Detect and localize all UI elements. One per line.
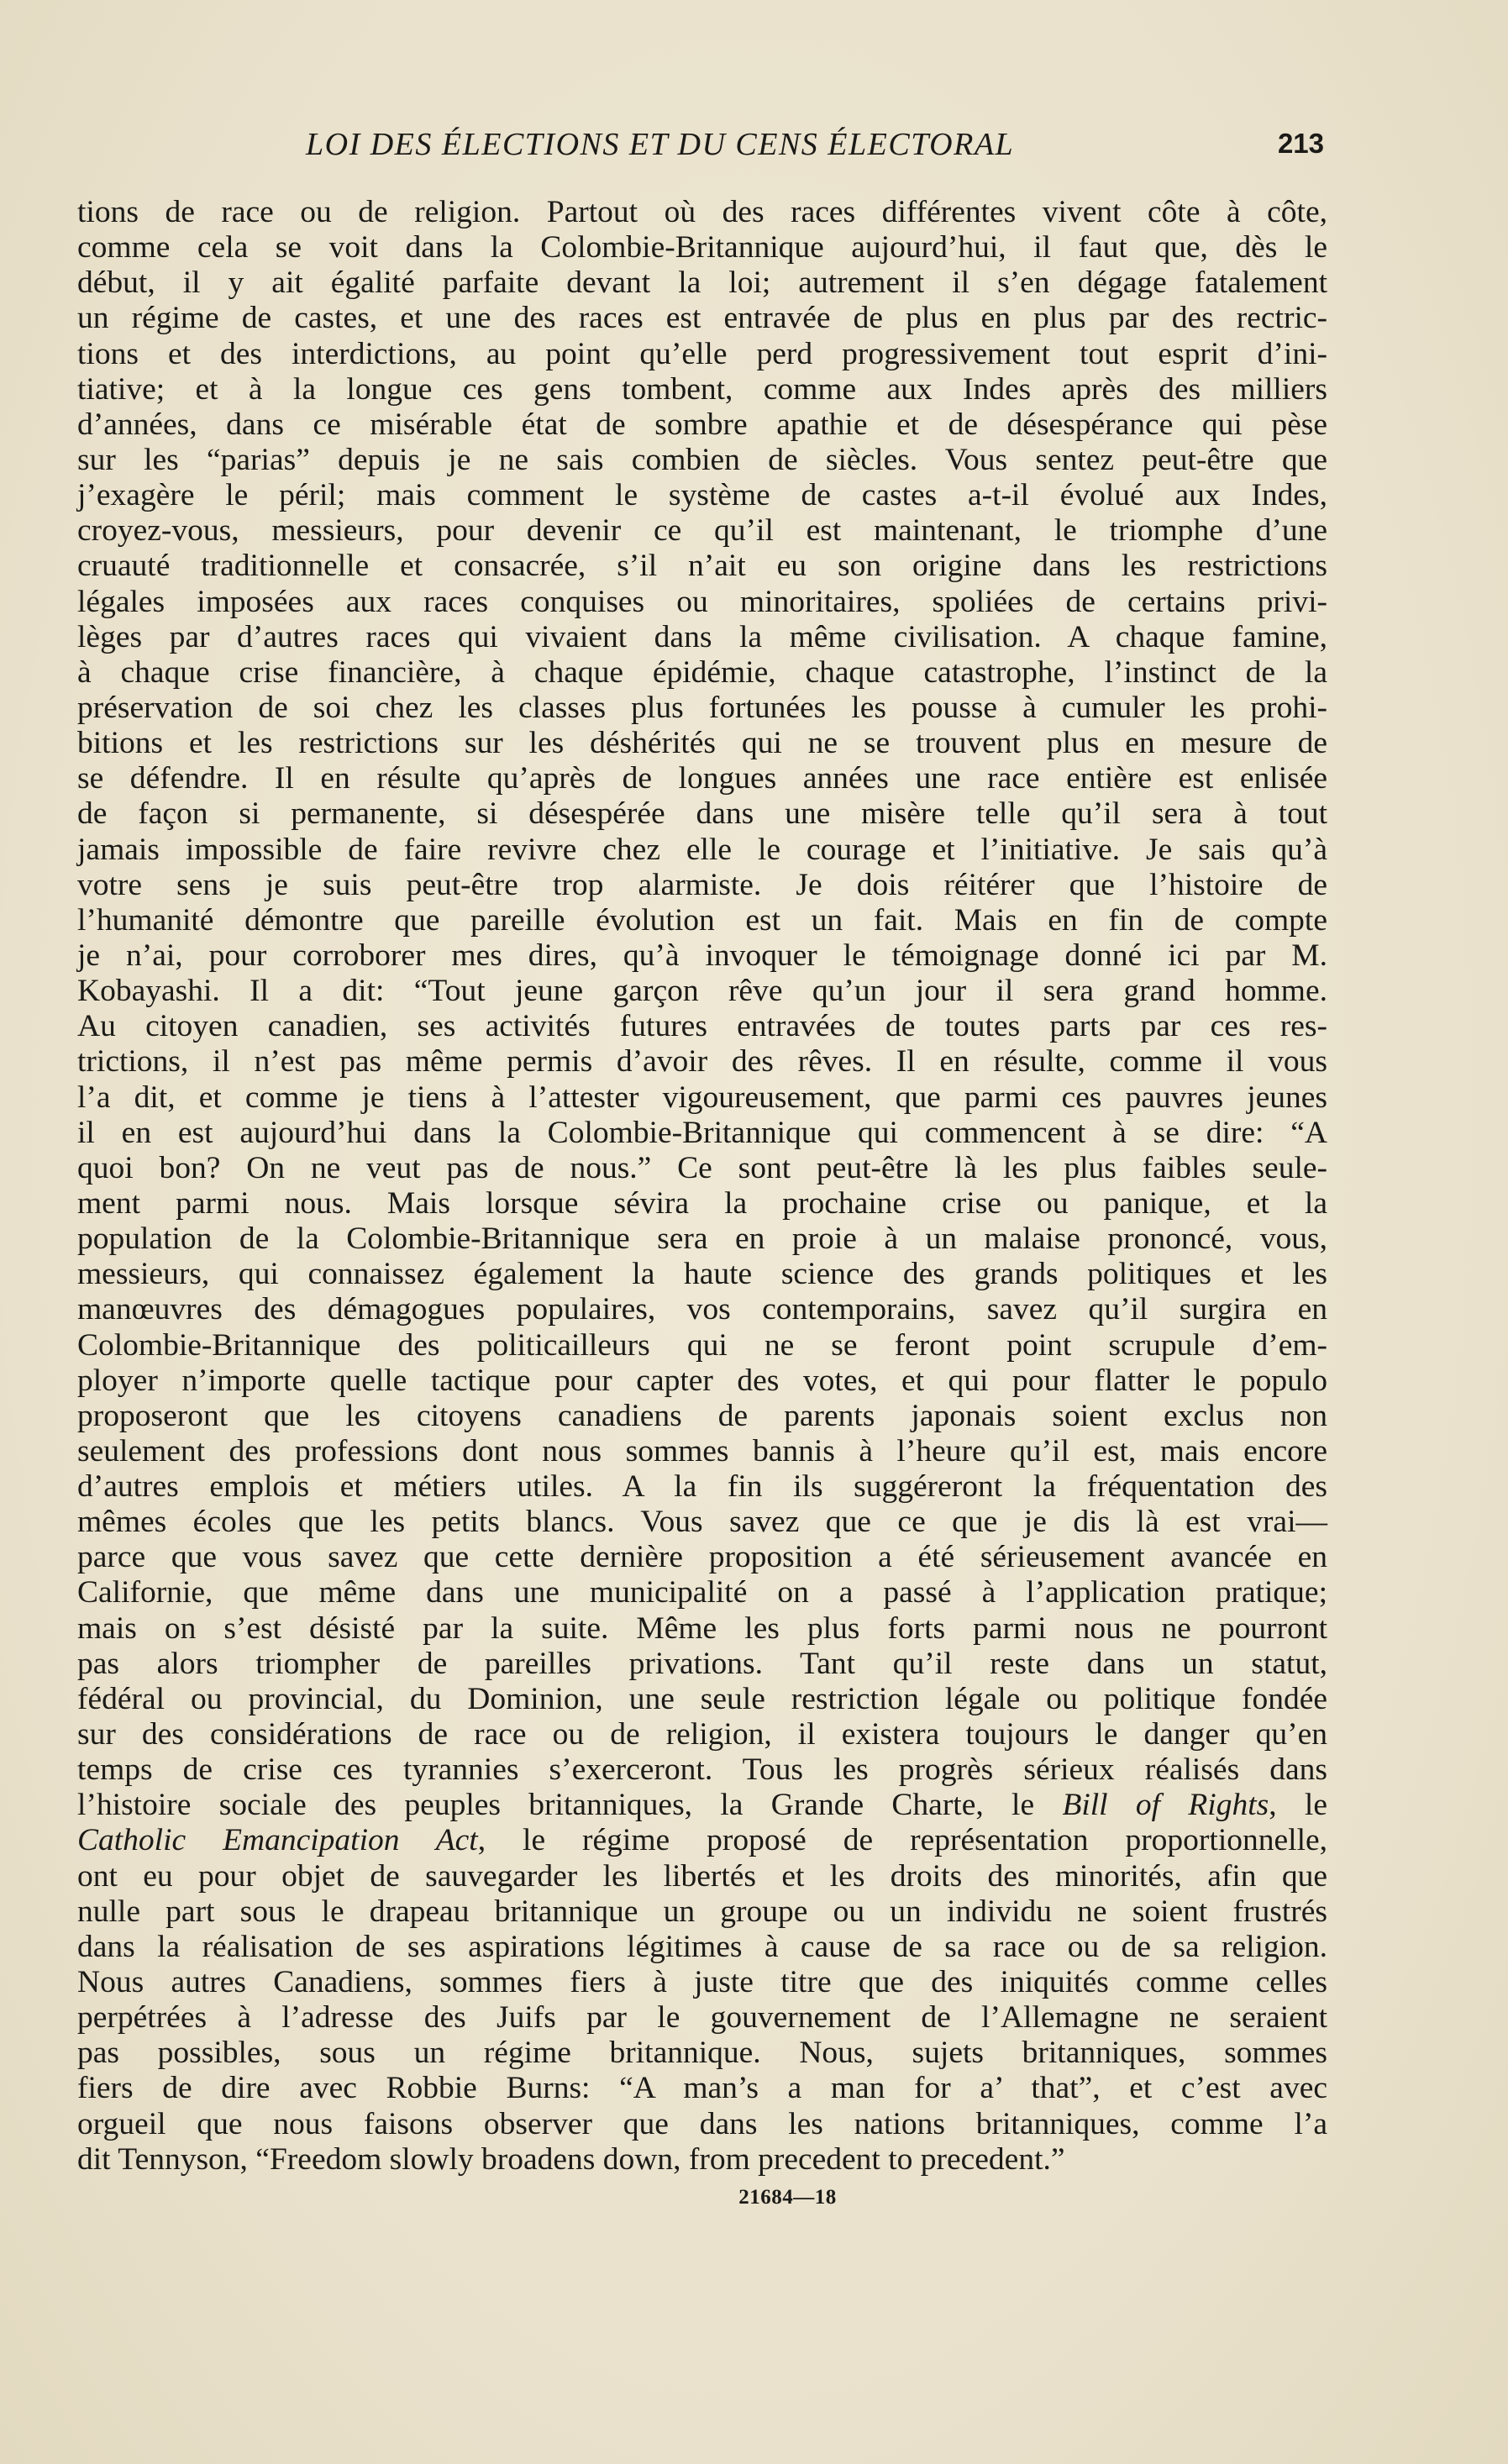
text-line: pas possibles, sous un régime britannique. Nous, sujets britanniques, sommes [77,2036,1327,2071]
text-line: un régime de castes, et une des races est entravée de plus en plus par des rectric- [77,301,1327,336]
text-line: ployer n’importe quelle tactique pour capter des votes, et qui pour flatter le populo [77,1363,1327,1398]
text-line: lèges par d’autres races qui vivaient dans la même civilisation. A chaque famine, [77,619,1327,654]
text-line: messieurs, qui connaissez également la haute science des grands politiques et les [77,1257,1327,1292]
text-line: à chaque crise financière, à chaque épidémie, chaque catastrophe, l’instinct de la [77,654,1327,690]
text-line: sur les “parias” depuis je ne sais combien de siècles. Vous sentez peut-être que [77,442,1327,477]
text-line: croyez-vous, messieurs, pour devenir ce qu’il est maintenant, le triomphe d’une [77,513,1327,549]
text-line: orgueil que nous faisons observer que dans les nations britanniques, comme l’a [77,2106,1327,2141]
text-line: Nous autres Canadiens, sommes fiers à juste titre que des iniquités comme celles [77,1965,1327,2000]
text-line: l’humanité démontre que pareille évolution est un fait. Mais en fin de compte [77,902,1327,938]
text-line: perpétrées à l’adresse des Juifs par le gouvernement de l’Allemagne ne seraient [77,2000,1327,2036]
printer-signature: 21684—18 [738,2186,837,2209]
text-line: mais on s’est désisté par la suite. Même les plus forts parmi nous ne pourront [77,1610,1327,1646]
text-line: d’années, dans ce misérable état de sombre apathie et de désespérance qui pèse [77,407,1327,442]
page-number: 213 [1277,128,1324,159]
text-line: Au citoyen canadien, ses activités futures entravées de toutes parts par ces res- [77,1009,1327,1044]
text-line: tions et des interdictions, au point qu’elle perd progressivement tout esprit d’ini- [77,336,1327,371]
text-line: bitions et les restrictions sur les déshérités qui ne se trouvent plus en mesure de [77,726,1327,761]
text-line: tions de race ou de religion. Partout où des races différentes vivent côte à côte, [77,195,1327,229]
text-line: seulement des professions dont nous sommes bannis à l’heure qu’il est, mais encore [77,1433,1327,1468]
text-line: pas alors triompher de pareilles privations. Tant qu’il reste dans un statut, [77,1646,1327,1681]
text-line: il en est aujourd’hui dans la Colombie-Britannique qui commencent à se dire: “A [77,1115,1327,1150]
text-line: je n’ai, pour corroborer mes dires, qu’à invoquer le témoignage donné ici par M. [77,938,1327,973]
text-line: dans la réalisation de ses aspirations légitimes à cause de sa race ou de sa religion. [77,1929,1327,1964]
text-line: Colombie-Britannique des politicailleurs qui ne se feront point scrupule d’em- [77,1327,1327,1363]
text-line: d’autres emplois et métiers utiles. A la fin ils suggéreront la fréquentation des [77,1469,1327,1505]
text-line: dit Tennyson, “Freedom slowly broadens down, from precedent to precedent.” [77,2141,1065,2177]
text-line: se défendre. Il en résulte qu’après de longues années une race entière est enlisée [77,761,1327,796]
text-line: Catholic Emancipation Act, le régime proposé de représentation proportionnelle, [77,1823,1328,1858]
text-line: cruauté traditionnelle et consacrée, s’il n’ait eu son origine dans les restrictions [77,549,1327,584]
text-line: sur des considérations de race ou de religion, il existera toujours le danger qu’en [77,1717,1327,1752]
text-line: proposeront que les citoyens canadiens de parents japonais soient exclus non [77,1398,1327,1433]
text-line: ont eu pour objet de sauvegarder les libertés et les droits des minorités, afin que [77,1858,1327,1894]
text-line: l’histoire sociale des peuples britanniques, la Grande Charte, le Bill of Rights, le [77,1788,1327,1823]
text-line: quoi bon? On ne veut pas de nous.” Ce sont peut-être là les plus faibles seule- [77,1150,1327,1185]
body-text [77,195,1327,2178]
text-line: comme cela se voit dans la Colombie-Britannique aujourd’hui, il faut que, dès le [77,230,1327,265]
text-line: trictions, il n’est pas même permis d’avoir des rêves. Il en résulte, comme il vous [77,1044,1327,1080]
text-line: tiative; et à la longue ces gens tombent, comme aux Indes après des milliers [77,371,1327,407]
text-line: Kobayashi. Il a dit: “Tout jeune garçon rêve qu’un jour il sera grand homme. [77,974,1327,1009]
text-line: mêmes écoles que les petits blancs. Vous savez que ce que je dis là est vrai— [77,1505,1327,1540]
text-line: j’exagère le péril; mais comment le système de castes a-t-il évolué aux Indes, [77,478,1327,513]
act-title: Bill of Rights [1062,1788,1269,1823]
text-line: Californie, que même dans une municipalité on a passé à l’application pratique; [77,1575,1327,1610]
text-line: votre sens je suis peut-être trop alarmiste. Je dois réitérer que l’histoire de [77,867,1327,902]
text-line: début, il y ait égalité parfaite devant la loi; autrement il s’en dégage fatalement [77,265,1327,301]
text-line: légales imposées aux races conquises ou minoritaires, spoliées de certains privi- [77,584,1327,619]
act-title: Catholic Emancipation Act [77,1823,478,1858]
text-line: manœuvres des démagogues populaires, vos contemporains, savez qu’il surgira en [77,1292,1327,1327]
page-header [81,126,1324,176]
running-title: LOI DES ÉLECTIONS ET DU CENS ÉLECTORAL [306,127,1015,162]
text-line: fédéral ou provincial, du Dominion, une seule restriction légale ou politique fondée [77,1681,1327,1716]
text-line: ment parmi nous. Mais lorsque sévira la prochaine crise ou panique, et la [77,1185,1327,1221]
text-line: nulle part sous le drapeau britannique un groupe ou un individu ne soient frustrés [77,1894,1327,1929]
text-line: préservation de soi chez les classes plus fortunées les pousse à cumuler les prohi- [77,690,1327,725]
text-line: de façon si permanente, si désespérée dans une misère telle qu’il sera à tout [77,796,1327,832]
page-footer [0,2186,1508,2209]
text-line: fiers de dire avec Robbie Burns: “A man’s a man for a’ that”, et c’est avec [77,2071,1327,2106]
text-line: population de la Colombie-Britannique sera en proie à un malaise prononcé, vous, [77,1221,1327,1257]
text-line: jamais impossible de faire revivre chez elle le courage et l’initiative. Je sais qu’à [77,832,1327,867]
text-line: l’a dit, et comme je tiens à l’attester vigoureusement, que parmi ces pauvres jeunes [77,1080,1327,1115]
text-line: temps de crise ces tyrannies s’exerceront. Tous les progrès sérieux réalisés dans [77,1752,1327,1788]
text-line: parce que vous savez que cette dernière proposition a été sérieusement avancée en [77,1540,1327,1575]
